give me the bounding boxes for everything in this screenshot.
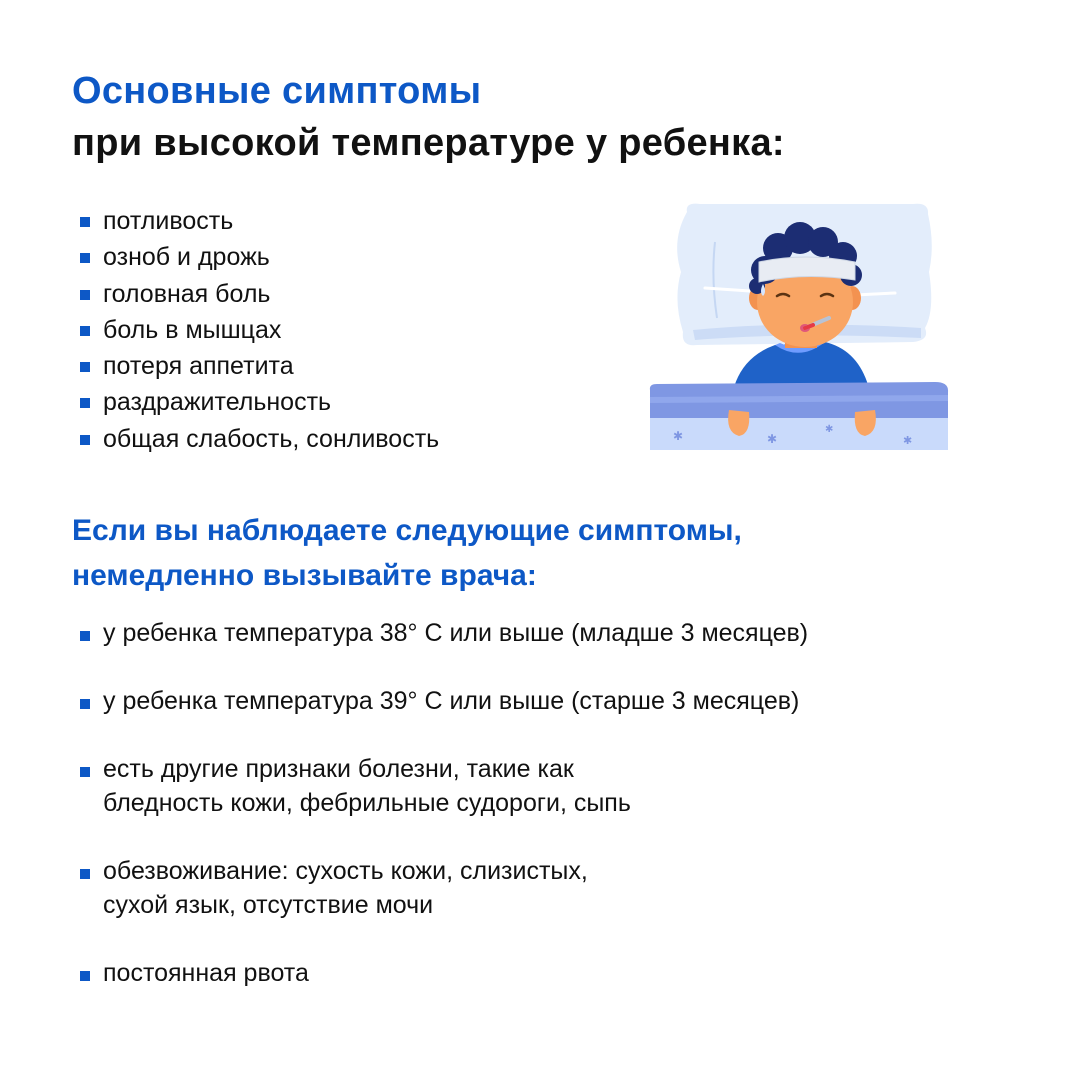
list-item <box>72 616 808 650</box>
svg-text:✱: ✱ <box>673 429 684 443</box>
list-item <box>72 684 808 718</box>
sign-text: у ребенка температура 39° С или выше (старше 3 месяцев) <box>103 687 800 715</box>
warning-heading <box>72 508 742 598</box>
sign-text: сухой язык, отсутствие мочи <box>103 891 434 919</box>
sign-text: есть другие признаки болезни, такие как <box>103 755 574 783</box>
title-line-1: Основные симптомы <box>72 70 482 112</box>
list-item <box>72 203 439 239</box>
symptom-text: потливость <box>103 207 234 235</box>
square-bullet-icon <box>80 435 90 445</box>
warning-line-2: немедленно вызывайте врача: <box>72 559 537 592</box>
list-item <box>72 384 439 420</box>
warning-line-1: Если вы наблюдаете следующие симптомы, <box>72 514 742 547</box>
list-item <box>72 854 808 922</box>
sign-text: обезвоживание: сухость кожи, слизистых, <box>103 857 588 885</box>
list-item <box>72 956 808 990</box>
square-bullet-icon <box>80 326 90 336</box>
sick-child-illustration <box>645 200 955 455</box>
list-item <box>72 276 439 312</box>
symptoms-list <box>72 203 439 457</box>
symptom-text: головная боль <box>103 279 271 308</box>
list-item <box>72 348 439 384</box>
symptom-text: общая слабость, сонливость <box>103 424 440 453</box>
svg-text:✱: ✱ <box>767 432 778 446</box>
list-item <box>72 312 439 348</box>
list-item <box>72 421 439 457</box>
symptom-text: боль в мышцах <box>103 315 282 344</box>
sign-text: постоянная рвота <box>103 959 309 987</box>
square-bullet-icon <box>80 398 90 408</box>
square-bullet-icon <box>80 631 90 641</box>
list-item <box>72 752 808 820</box>
square-bullet-icon <box>80 217 90 227</box>
symptom-text: озноб и дрожь <box>103 243 270 272</box>
square-bullet-icon <box>80 290 90 300</box>
symptom-text: раздражительность <box>103 388 332 417</box>
square-bullet-icon <box>80 362 90 372</box>
svg-text:✱: ✱ <box>825 424 834 435</box>
sign-text: бледность кожи, фебрильные судороги, сыпь <box>103 789 631 817</box>
square-bullet-icon <box>80 971 90 981</box>
square-bullet-icon <box>80 699 90 709</box>
list-item <box>72 239 439 275</box>
urgent-signs-list <box>72 616 808 990</box>
square-bullet-icon <box>80 253 90 263</box>
svg-text:✱: ✱ <box>903 435 913 447</box>
square-bullet-icon <box>80 869 90 879</box>
sign-text: у ребенка температура 38° С или выше (младше 3 месяцев) <box>103 619 809 647</box>
symptom-text: потеря аппетита <box>103 352 294 381</box>
square-bullet-icon <box>80 767 90 777</box>
title-line-2: при высокой температуре у ребенка: <box>72 122 785 164</box>
